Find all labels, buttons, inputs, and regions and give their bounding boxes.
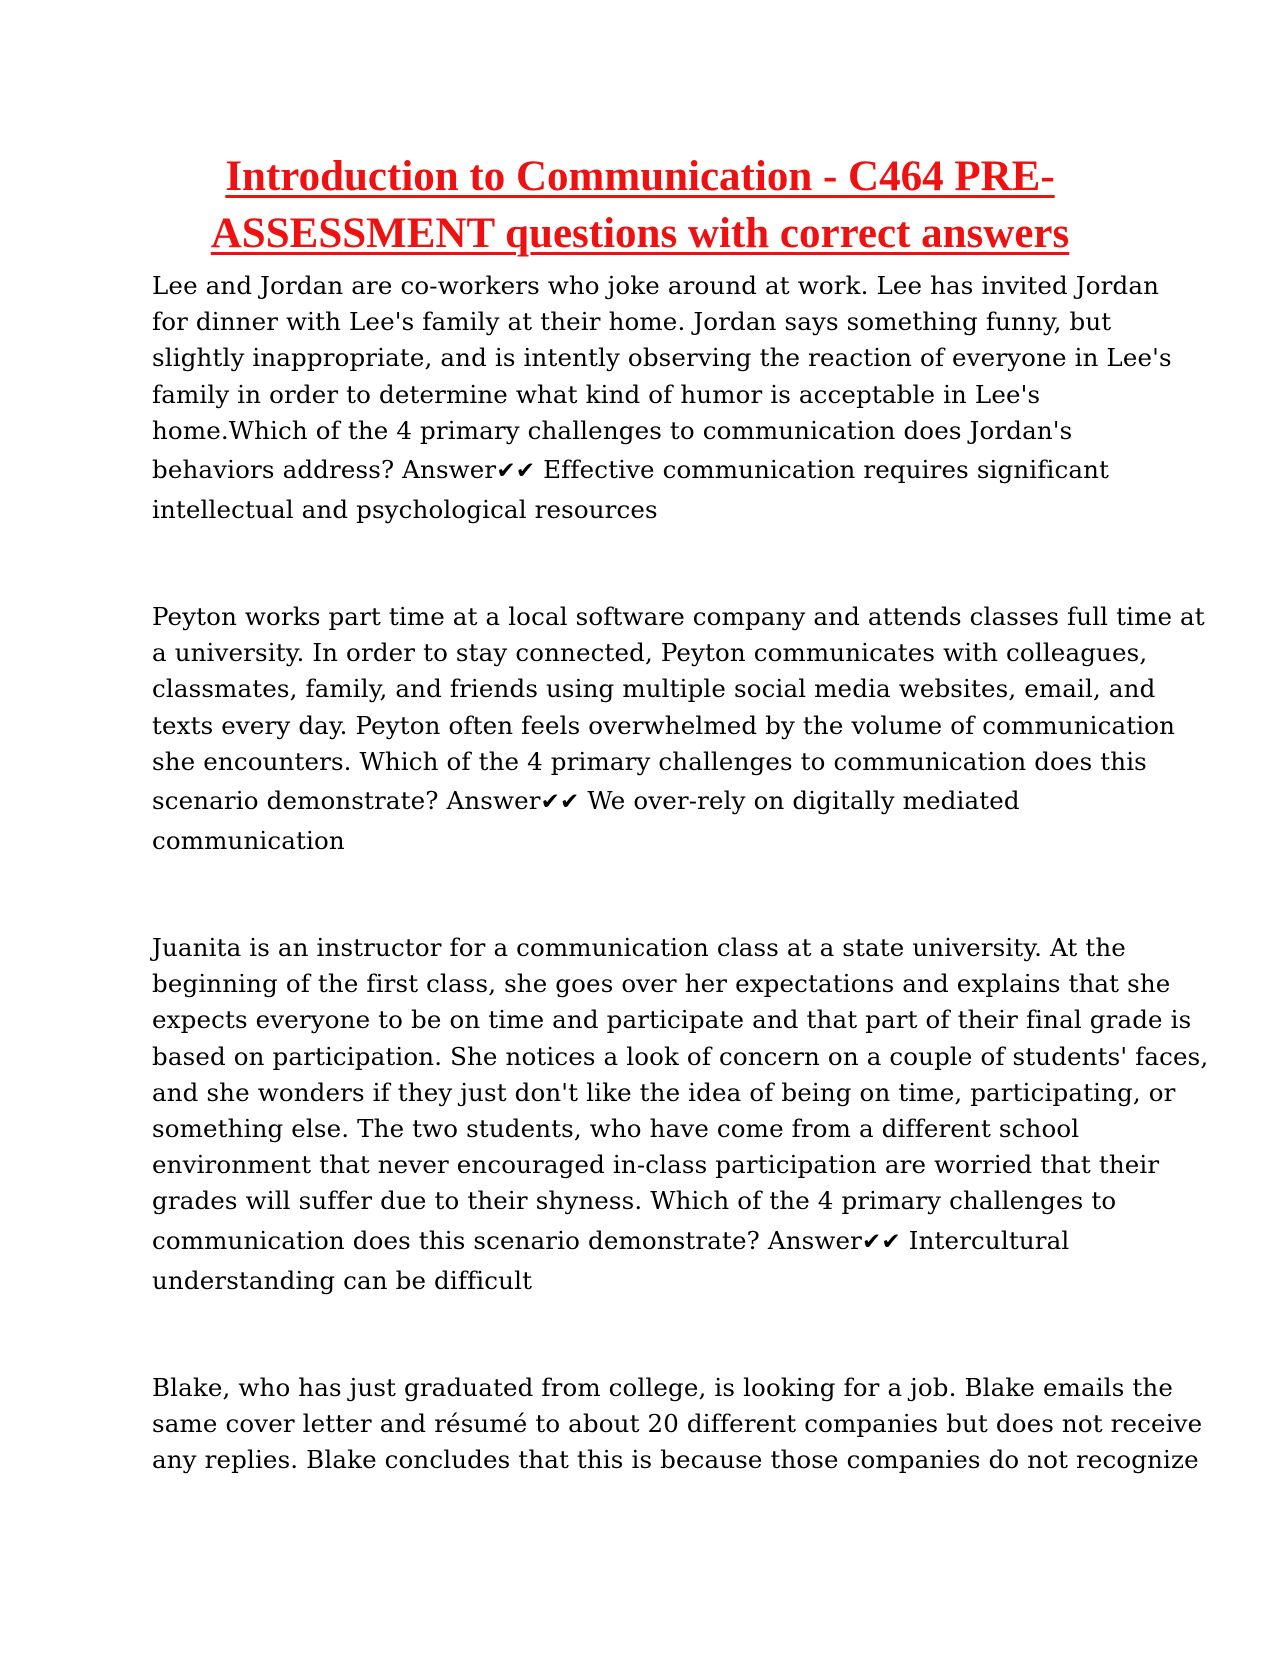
question-1-paragraph <box>152 268 1172 528</box>
question-1-answer-line <box>152 449 1137 492</box>
checkmark-icon: ✔✔ <box>540 789 580 816</box>
question-2-answer-lead: scenario demonstrate? Answer <box>152 786 541 816</box>
question-3-answer-lead: communication does this scenario demonstrate? Answer <box>152 1225 863 1255</box>
question-2-paragraph <box>152 599 1205 859</box>
question-1-answer-rest: intellectual and psychological resources <box>152 495 658 525</box>
question-3-line-7: environment that never encouraged in-class participation are worried that their <box>152 1150 1160 1180</box>
question-1-line-5: home.Which of the 4 primary challenges to communication does Jordan's <box>152 415 1073 445</box>
question-1-line-1: Lee and Jordan are co-workers who joke around at work. Lee has invited Jordan <box>152 271 1160 300</box>
checkmark-icon: ✔✔ <box>862 1228 901 1255</box>
question-3-line-8: grades will suffer due to their shyness. Which of the 4 primary challenges to <box>152 1186 1117 1216</box>
checkmark-icon: ✔✔ <box>496 458 536 485</box>
question-2-answer-rest: communication <box>152 826 345 856</box>
question-1-line-3: slightly inappropriate, and is intently observing the reaction of everyone in Lee's <box>152 343 1172 373</box>
question-1-line-2: for dinner with Lee's family at their home. Jordan says something funny, but <box>152 307 1112 337</box>
question-3-answer-text: Intercultural <box>900 1225 1070 1255</box>
question-3-line-6: something else. The two students, who have come from a different school <box>152 1114 1080 1144</box>
question-2-answer-line <box>152 780 1137 823</box>
question-3-line-3: expects everyone to be on time and participate and that part of their final grade is <box>152 1005 1192 1035</box>
question-2-line-1: Peyton works part time at a local software company and attends classes full time at <box>152 602 1205 631</box>
question-3-answer-rest: understanding can be difficult <box>152 1265 533 1295</box>
question-1-answer-text: Effective communication requires significant <box>535 455 1110 485</box>
question-2-line-2: a university. In order to stay connected, Peyton communicates with colleagues, <box>152 638 1148 668</box>
question-2-answer-text: We over-rely on digitally mediated <box>579 786 1020 816</box>
question-3-line-4: based on participation. She notices a look of concern on a couple of students' faces, <box>152 1041 1209 1071</box>
question-2-line-5: she encounters. Which of the 4 primary challenges to communication does this <box>152 746 1147 776</box>
question-1-answer-lead: behaviors address? Answer <box>152 455 497 485</box>
question-4-paragraph <box>152 1370 1203 1479</box>
question-4-line-3: any replies. Blake concludes that this is because those companies do not recognize <box>152 1445 1199 1475</box>
question-3-line-2: beginning of the first class, she goes over her expectations and explains that she <box>152 969 1171 999</box>
question-3-paragraph <box>152 930 1209 1299</box>
title-line-2: ASSESSMENT questions with correct answers <box>210 210 1070 257</box>
document-title <box>150 148 1130 262</box>
question-2-line-3: classmates, family, and friends using multiple social media websites, email, and <box>152 674 1156 704</box>
question-3-line-1: Juanita is an instructor for a communication class at a state university. At the <box>152 933 1126 962</box>
title-line-1: Introduction to Communication - C464 PRE- <box>225 153 1055 200</box>
question-1-line-4: family in order to determine what kind of humor is acceptable in Lee's <box>152 379 1041 409</box>
question-3-line-5: and she wonders if they just don't like the idea of being on time, participating, or <box>152 1077 1176 1107</box>
question-2-line-4: texts every day. Peyton often feels overwhelmed by the volume of communication <box>152 710 1176 740</box>
question-3-answer-line <box>152 1220 1137 1263</box>
question-4-line-1: Blake, who has just graduated from college, is looking for a job. Blake emails the <box>152 1373 1173 1402</box>
question-4-line-2: same cover letter and résumé to about 20 different companies but does not receive <box>152 1409 1203 1439</box>
